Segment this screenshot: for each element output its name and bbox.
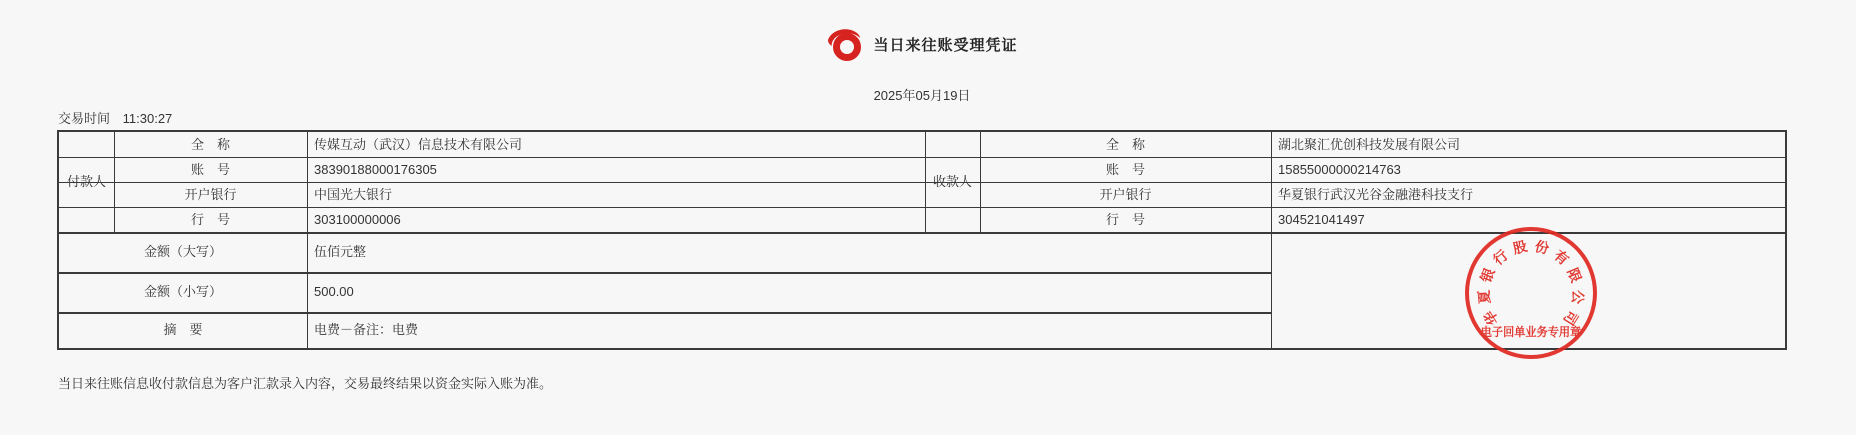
amount-words-label: 金额（大写） (143, 244, 222, 260)
payee-role-label: 收款人 (932, 174, 972, 190)
amount-words-value: 伍佰元整 (314, 244, 367, 260)
payee-name-label: 全 称 (1105, 136, 1145, 152)
payee-name-value: 湖北聚汇优创科技发展有限公司 (1278, 136, 1461, 152)
payee-account-value: 15855000000214763 (1278, 161, 1401, 177)
amount-figures-label: 金额（小写） (143, 284, 222, 300)
summary-value: 电费－备注：电费 (314, 322, 419, 338)
summary-label: 摘 要 (163, 322, 203, 338)
stamp-bottom-text: 电子回单业务专用章 (1480, 325, 1582, 339)
bank-stamp: 华 夏 银 行 股 份 有 限 公 司 电子回单业务专用章 (1465, 227, 1597, 359)
payer-bank-label: 开户银行 (184, 186, 237, 202)
payer-account-value: 38390188000176305 (314, 161, 437, 177)
payer-bankno-label: 行 号 (190, 211, 230, 227)
payer-bankno-value: 303100000006 (314, 211, 401, 227)
transaction-time-value: 11:30:27 (122, 111, 173, 126)
document-date: 2025年05月19日 (873, 88, 971, 103)
payee-bank-label: 开户银行 (1099, 186, 1152, 202)
payer-account-label: 账 号 (190, 161, 230, 177)
footer-note: 当日来往账信息收付款信息为客户汇款录入内容，交易最终结果以资金实际入账为准。 (58, 376, 553, 391)
payer-name-label: 全 称 (190, 136, 230, 152)
huaxia-bank-logo-icon (826, 27, 864, 61)
transaction-time (58, 108, 172, 127)
payee-account-label: 账 号 (1105, 161, 1145, 177)
payee-bankno-value: 304521041497 (1278, 211, 1365, 227)
payer-bank-value: 中国光大银行 (314, 186, 393, 202)
transaction-time-label: 交易时间 (58, 111, 111, 126)
payee-bankno-label: 行 号 (1105, 211, 1145, 227)
page-title: 当日来往账受理凭证 (873, 36, 1018, 54)
amount-figures-value: 500.00 (314, 284, 354, 300)
payer-name-value: 传媒互动（武汉）信息技术有限公司 (314, 136, 523, 152)
payee-bank-value: 华夏银行武汉光谷金融港科技支行 (1278, 186, 1474, 202)
payer-role-label: 付款人 (66, 174, 106, 190)
header (57, 28, 1787, 60)
